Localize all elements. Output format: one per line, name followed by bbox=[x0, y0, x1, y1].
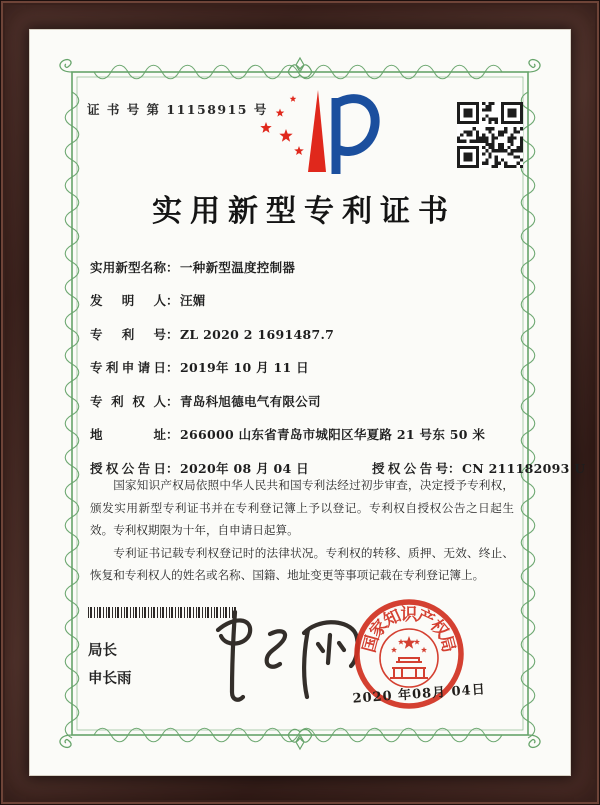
seal-org-char: 局 bbox=[434, 633, 459, 655]
seal-org-char: 权 bbox=[425, 615, 452, 642]
logo-star bbox=[260, 122, 271, 133]
field-label: 发明人 bbox=[90, 293, 166, 308]
field-row: 专利号：ZL 2020 2 1691487.7 bbox=[90, 327, 335, 342]
field-value: 2019年 10 月 11 日 bbox=[180, 360, 309, 375]
logo-star bbox=[294, 146, 304, 155]
field-label: 授权公告号 bbox=[372, 461, 448, 476]
field-label: 专利权人 bbox=[90, 394, 166, 409]
seal-org-char: 识 bbox=[400, 605, 418, 625]
field-row: 专利申请日：2019年 10 月 11 日 bbox=[90, 360, 309, 375]
certificate-number: 证 书 号 第 11158915 号 bbox=[87, 102, 268, 117]
signer-title: 局长 bbox=[88, 642, 117, 659]
field-label: 地址 bbox=[90, 427, 166, 442]
legal-text bbox=[90, 474, 514, 587]
field-value: 266000 山东省青岛市城阳区华夏路 21 号东 50 米 bbox=[180, 427, 486, 442]
field-value: 2020年 08 月 04 日 bbox=[180, 461, 309, 476]
field-row: 发明人：汪媚 bbox=[90, 293, 206, 308]
signer-name: 申长雨 bbox=[88, 670, 132, 687]
field-pair-secondary: 授权公告号：CN 211182093 U bbox=[372, 461, 586, 476]
certificate-title: 实用新型专利证书 bbox=[152, 194, 456, 229]
field-label: 实用新型名称 bbox=[90, 260, 166, 275]
field-value: 青岛科旭德电气有限公司 bbox=[180, 394, 321, 409]
legal-paragraph: 专利证书记载专利权登记时的法律状况。专利权的转移、质押、无效、终止、恢复和专利权人的姓名或名称、国籍、地址变更等事项记载在专利登记簿上。 bbox=[90, 545, 514, 583]
qr-code bbox=[457, 102, 523, 168]
seal-org-char: 家 bbox=[366, 615, 393, 642]
logo-star bbox=[279, 129, 292, 142]
field-label: 专利号 bbox=[90, 327, 166, 342]
seal-org-char: 国 bbox=[359, 633, 384, 655]
field-label: 专利申请日 bbox=[90, 360, 166, 375]
field-row: 地址：266000 山东省青岛市城阳区华夏路 21 号东 50 米 bbox=[90, 427, 486, 442]
field-value: 汪媚 bbox=[180, 293, 206, 308]
certificate-paper bbox=[30, 30, 586, 775]
field-row: 授权公告日：2020年 08 月 04 日 授权公告号：CN 211182093 U bbox=[90, 461, 586, 476]
seal-date: 2020 年08月 04日 bbox=[352, 682, 487, 707]
logo-star bbox=[290, 96, 297, 102]
cnipa-logo-icon bbox=[252, 86, 384, 180]
field-row: 专利权人：青岛科旭德电气有限公司 bbox=[90, 394, 321, 409]
field-value: CN 211182093 U bbox=[462, 461, 586, 476]
seal-org-char: 知 bbox=[380, 605, 405, 632]
logo-obelisk bbox=[308, 90, 326, 172]
field-value: 一种新型温度控制器 bbox=[180, 260, 296, 275]
field-value: ZL 2020 2 1691487.7 bbox=[180, 327, 335, 342]
field-label: 授权公告日 bbox=[90, 461, 166, 476]
logo-p-bowl bbox=[336, 99, 375, 152]
field-row: 实用新型名称：一种新型温度控制器 bbox=[90, 260, 296, 275]
logo-star bbox=[276, 109, 285, 117]
seal-org-char: 产 bbox=[413, 605, 438, 632]
legal-paragraph: 国家知识产权局依照中华人民共和国专利法经过初步审查，决定授予专利权，颁发实用新型专利证书并在专利登记簿上予以登记。专利权自授权公告之日起生效。专利权期限为十年，自申请日起算。 bbox=[90, 478, 514, 538]
